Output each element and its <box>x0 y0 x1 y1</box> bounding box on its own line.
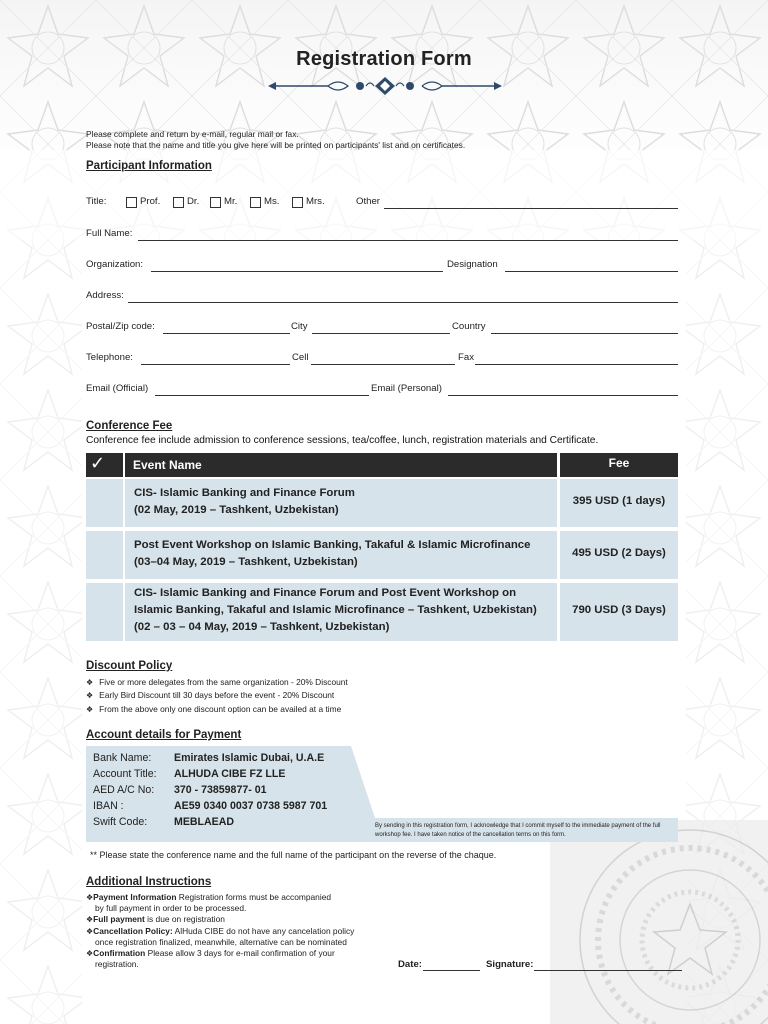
email-personal-label: Email (Personal) <box>371 383 442 394</box>
table-header-check <box>86 453 123 477</box>
account-title-label: Account Title: <box>93 768 157 780</box>
account-heading: Account details for Payment <box>86 729 242 741</box>
swift-value: MEBLAEAD <box>174 816 235 828</box>
conference-fee-heading: Conference Fee <box>86 420 173 432</box>
other-field[interactable] <box>384 208 678 209</box>
event-2-line-1: Post Event Workshop on Islamic Banking, Takaful & Islamic Microfinance <box>134 539 531 551</box>
checkbox-event-3[interactable] <box>86 583 123 641</box>
bank-name-label: Bank Name: <box>93 752 152 764</box>
date-field[interactable] <box>423 970 480 971</box>
conference-fee-note: Conference fee include admission to conference sessions, tea/coffee, lunch, registration materials and Certificate. <box>86 435 599 446</box>
form-title: Registration Form <box>296 48 472 70</box>
email-row <box>86 383 678 399</box>
intro-text <box>86 129 465 151</box>
payment-info-item: ❖Payment Information Registration forms must be accompanied <box>86 892 332 902</box>
postal-label: Postal/Zip code: <box>86 321 155 332</box>
full-name-field[interactable] <box>138 240 678 241</box>
country-field[interactable] <box>491 333 678 334</box>
discount-heading: Discount Policy <box>86 660 173 672</box>
checkbox-mrs[interactable] <box>292 197 303 208</box>
address-field[interactable] <box>128 302 678 303</box>
additional-heading: Additional Instructions <box>86 876 212 888</box>
option-ms: Ms. <box>264 196 280 207</box>
event-2-fee: 495 USD (2 Days) <box>560 531 678 579</box>
full-name-row <box>86 228 678 244</box>
option-prof: Prof. <box>140 196 161 207</box>
title-ornament-icon <box>268 76 502 96</box>
checkbox-mr[interactable] <box>210 197 221 208</box>
organization-row <box>86 259 678 275</box>
designation-label: Designation <box>447 259 498 270</box>
confirmation-text-2: registration. <box>95 959 139 970</box>
event-1-line-1: CIS- Islamic Banking and Finance Forum <box>134 487 355 499</box>
event-3-line-1: CIS- Islamic Banking and Finance Forum and Post Event Workshop on <box>134 587 517 599</box>
cell-field[interactable] <box>311 364 455 365</box>
city-field[interactable] <box>312 333 450 334</box>
payment-info-label: Payment Information <box>93 892 177 902</box>
confirmation-label: Confirmation <box>93 948 146 959</box>
postal-row <box>86 321 678 337</box>
confirmation-text: Please allow 3 days for e-mail confirmation of your <box>145 948 335 959</box>
cell-label: Cell <box>292 352 309 363</box>
check-mark-icon: ✓ <box>90 453 106 473</box>
option-dr: Dr. <box>187 196 200 207</box>
cancellation-text: AlHuda CIBE do not have any cancelation policy <box>172 925 355 936</box>
city-label: City <box>291 321 308 332</box>
full-name-label: Full Name: <box>86 228 133 239</box>
discount-item-1: ❖ Five or more delegates from the same organization - 20% Discount <box>86 676 348 689</box>
intro-line-2: Please note that the name and title you give here will be printed on participants' list and on certificates. <box>86 140 466 150</box>
iban-label: IBAN : <box>93 800 124 812</box>
event-3-line-2: Islamic Banking, Takaful and Islamic Microfinance – Tashkent, Uzbekistan) <box>134 604 537 616</box>
aed-value: 370 - 73859877- 01 <box>174 784 267 796</box>
aed-label: AED A/C No: <box>93 784 155 796</box>
account-details-box <box>86 746 678 846</box>
intro-line-1: Please complete and return by e-mail, regular mail or fax. <box>86 129 299 139</box>
payment-info-text-2: by full payment in order to be processed. <box>95 903 247 914</box>
fee-header: Fee <box>608 456 630 470</box>
checkbox-event-1[interactable] <box>86 479 123 527</box>
cancellation-label: Cancellation Policy: <box>93 925 173 936</box>
account-title-value: ALHUDA CIBE FZ LLE <box>174 768 286 780</box>
full-payment-item: ❖Full payment is due on registration <box>86 914 225 925</box>
option-mr: Mr. <box>224 196 238 207</box>
additional-list <box>86 892 386 970</box>
table-row <box>86 531 678 579</box>
signature-label: Signature: <box>486 959 534 970</box>
email-personal-field[interactable] <box>448 395 678 396</box>
full-payment-label: Full payment <box>93 914 145 925</box>
email-official-field[interactable] <box>155 395 369 396</box>
table-header-event <box>125 453 557 477</box>
cancellation-text-2: once registration finalized, meanwhile, alternative can be nominated <box>95 936 347 947</box>
country-label: Country <box>452 321 486 332</box>
participant-heading: Participant Information <box>86 160 212 172</box>
checkbox-ms[interactable] <box>250 197 261 208</box>
event-3-fee: 790 USD (3 Days) <box>560 583 678 641</box>
event-2-line-2: (03–04 May, 2019 – Tashkent, Uzbekistan) <box>134 556 358 568</box>
event-name-header: Event Name <box>133 458 202 472</box>
title-label: Title: <box>86 196 107 207</box>
acknowledgement-note: By sending in this registration form, I acknowledge that I commit myself to the immediate payment of the full workshop fee. I have taken notice of the cancellation terms on this form. <box>375 823 661 838</box>
email-official-label: Email (Official) <box>86 383 149 394</box>
bank-name-value: Emirates Islamic Dubai, U.A.E <box>174 752 325 764</box>
checkbox-dr[interactable] <box>173 197 184 208</box>
signature-field[interactable] <box>534 970 682 971</box>
cancellation-item: ❖Cancellation Policy: AlHuda CIBE do not have any cancelation policy <box>86 925 355 936</box>
table-header-fee <box>560 453 678 477</box>
fax-label: Fax <box>458 352 474 363</box>
organization-field[interactable] <box>151 271 443 272</box>
address-label: Address: <box>86 290 124 301</box>
fax-field[interactable] <box>475 364 678 365</box>
postal-field[interactable] <box>163 333 290 334</box>
event-name-cell <box>125 479 557 527</box>
designation-field[interactable] <box>505 271 678 272</box>
discount-item-3: ❖ From the above only one discount option can be availed at a time <box>86 703 348 716</box>
address-row <box>86 290 678 306</box>
discount-item-2: ❖ Early Bird Discount till 30 days before the event - 20% Discount <box>86 689 348 702</box>
checkbox-event-2[interactable] <box>86 531 123 579</box>
confirmation-item: ❖Confirmation Please allow 3 days for e-mail confirmation of your <box>86 948 335 959</box>
organization-label: Organization: <box>86 259 144 270</box>
payment-info-text: Registration forms must be accompanied <box>176 892 332 902</box>
event-name-cell <box>125 531 557 579</box>
iban-value: AE59 0340 0037 0738 5987 701 <box>174 800 328 812</box>
discount-list <box>86 676 348 716</box>
telephone-label: Telephone: <box>86 352 133 363</box>
swift-label: Swift Code: <box>93 816 148 828</box>
date-label: Date: <box>398 959 422 970</box>
option-mrs: Mrs. <box>306 196 325 207</box>
title-row <box>86 196 678 212</box>
event-3-line-3: (02 – 03 – 04 May, 2019 – Tashkent, Uzbekistan) <box>134 621 390 633</box>
event-1-line-2: (02 May, 2019 – Tashkent, Uzbekistan) <box>134 504 339 516</box>
telephone-row <box>86 352 678 368</box>
checkbox-prof[interactable] <box>126 197 137 208</box>
cheque-note: ** Please state the conference name and the full name of the participant on the reverse of the chaque. <box>90 850 497 860</box>
event-1-fee: 395 USD (1 days) <box>560 479 678 527</box>
telephone-field[interactable] <box>141 364 290 365</box>
table-row <box>86 479 678 527</box>
other-label: Other <box>356 196 380 207</box>
event-name-cell <box>125 583 557 641</box>
table-row <box>86 583 678 641</box>
full-payment-text: is due on registration <box>144 914 225 925</box>
